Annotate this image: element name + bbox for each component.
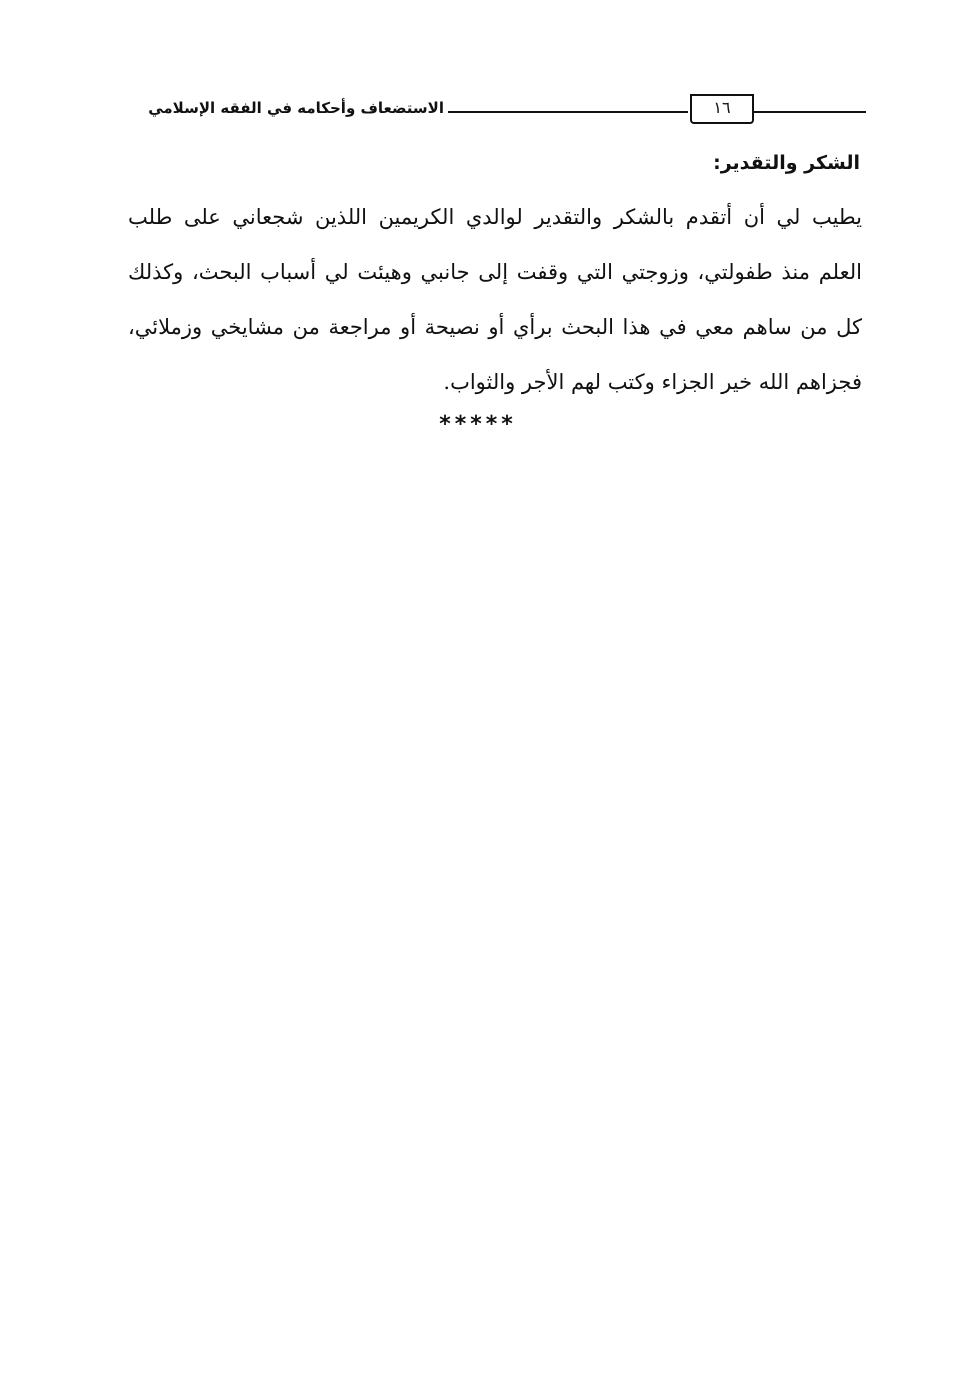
acknowledgement-section [128, 148, 862, 410]
paragraph-line-3: كل من ساهم معي في هذا البحث برأي أو نصيحة أو مراجعة من مشايخي وزملائي، [128, 315, 862, 339]
section-heading: الشكر والتقدير: [713, 152, 860, 174]
paragraph-line-2: العلم منذ طفولتي، وزوجتي التي وقفت إلى جانبي وهيئت لي أسباب البحث، وكذلك [128, 260, 862, 284]
running-header [120, 88, 866, 132]
page-number: ١٦ [690, 94, 754, 124]
header-rule-left [448, 111, 688, 113]
paragraph-line-4: فجزاهم الله خير الجزاء وكتب لهم الأجر والثواب. [443, 370, 862, 394]
header-rule-right [754, 111, 866, 113]
running-header-title: الاستضعاف وأحكامه في الفقه الإسلامي [148, 99, 444, 117]
paragraph-line-1: يطيب لي أن أتقدم بالشكر والتقدير لوالدي الكريمين اللذين شجعاني على طلب [128, 205, 862, 229]
section-separator: ***** [439, 412, 517, 437]
